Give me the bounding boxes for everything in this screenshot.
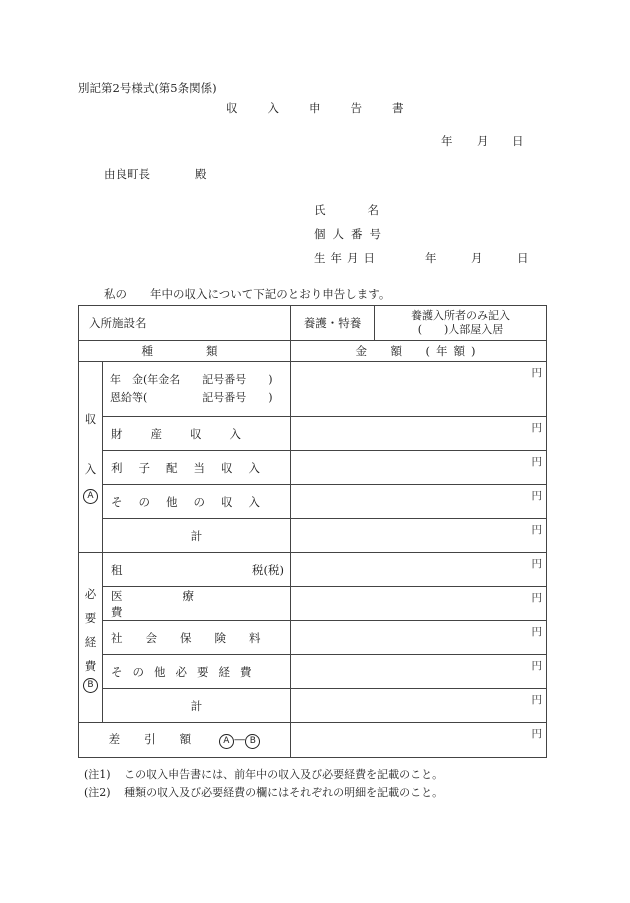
facility-name-label: 入所施設名	[79, 306, 291, 341]
date-of-birth-label: 生年月日	[314, 251, 380, 265]
difference-a-mark: A	[219, 734, 234, 749]
income-side-label	[79, 362, 103, 553]
yen-unit: 円	[531, 456, 542, 468]
difference-dash: —	[233, 732, 246, 746]
yen-unit: 円	[531, 728, 542, 740]
dob-day-unit: 日	[517, 251, 529, 265]
income-char-2: 入	[84, 461, 97, 476]
medical-text: 医療費	[111, 588, 254, 619]
expense-side-label	[79, 553, 103, 723]
expense-total-amount-cell[interactable]	[291, 689, 547, 723]
pension-amount-cell[interactable]	[291, 362, 547, 417]
note-1	[84, 766, 443, 782]
income-a-mark: A	[83, 489, 98, 504]
amount-column-header: 金 額 (年額)	[291, 341, 547, 362]
room-note-line1: 養護入所者のみ記入	[411, 309, 510, 322]
social-insurance-label	[103, 621, 291, 655]
other-expense-label	[103, 655, 291, 689]
difference-b-mark: B	[245, 734, 260, 749]
pension-line: 年 金(年金名 記号番号 )	[110, 373, 273, 386]
social-insurance-text: 社会保険料	[111, 630, 284, 645]
other-expense-text: その他必要経費	[111, 664, 262, 679]
pension-row-label	[103, 362, 291, 417]
annuity-line: 恩給等( 記号番号 )	[110, 391, 273, 404]
medical-label	[103, 587, 291, 621]
yen-unit: 円	[531, 558, 542, 570]
date-year-unit: 年	[441, 134, 453, 148]
other-income-label	[103, 485, 291, 519]
yen-unit: 円	[531, 422, 542, 434]
income-total-label: 計	[103, 519, 291, 553]
interest-dividend-label	[103, 451, 291, 485]
tax-label-left: 租	[111, 562, 123, 577]
care-type-cell: 養護・特養	[291, 306, 375, 341]
difference-amount-cell[interactable]	[291, 723, 547, 758]
kind-column-header: 種 類	[79, 341, 291, 362]
social-insurance-amount-cell[interactable]	[291, 621, 547, 655]
tax-label-right: 税(税)	[252, 562, 284, 577]
other-expense-amount-cell[interactable]	[291, 655, 547, 689]
property-income-label	[103, 417, 291, 451]
room-note-line2: ( )人部屋入居	[417, 323, 504, 336]
yen-unit: 円	[531, 694, 542, 706]
medical-amount-cell[interactable]	[291, 587, 547, 621]
declaration-prefix: 私の	[104, 287, 127, 301]
honorific: 殿	[195, 167, 207, 181]
yen-unit: 円	[531, 490, 542, 502]
date-day-unit: 日	[512, 134, 524, 148]
property-income-amount-cell[interactable]	[291, 417, 547, 451]
note-2	[84, 784, 443, 800]
expense-char-3: 経	[84, 635, 97, 649]
interest-dividend-amount-cell[interactable]	[291, 451, 547, 485]
expense-total-label: 計	[103, 689, 291, 723]
other-income-amount-cell[interactable]	[291, 485, 547, 519]
tax-label	[103, 553, 291, 587]
name-label: 氏名	[314, 203, 421, 217]
note-1-tag: (注1)	[84, 768, 111, 781]
date-month-unit: 月	[477, 134, 489, 148]
income-char-1: 収	[84, 411, 97, 426]
individual-number-label: 個人番号	[314, 227, 388, 241]
yen-unit: 円	[531, 592, 542, 604]
addressee: 由良町長	[104, 167, 150, 181]
declaration-text: 年中の収入について下記のとおり申告します。	[150, 287, 391, 301]
tax-amount-cell[interactable]	[291, 553, 547, 587]
expense-char-4: 費	[84, 659, 97, 673]
room-note-cell	[375, 306, 547, 341]
other-income-text: その他の収入	[111, 494, 276, 509]
property-income-text: 財産収入	[111, 426, 269, 441]
difference-label	[79, 723, 291, 758]
form-reference: 別記第2号様式(第5条関係)	[78, 81, 217, 95]
note-2-tag: (注2)	[84, 786, 111, 799]
document-title: 収入申告書	[226, 101, 434, 115]
dob-month-unit: 月	[471, 251, 483, 265]
income-declaration-table	[78, 305, 547, 758]
note-1-text: この収入申告書には、前年中の収入及び必要経費を記載のこと。	[124, 768, 444, 781]
interest-dividend-text: 利子配当収入	[111, 460, 276, 475]
note-2-text: 種類の収入及び必要経費の欄にはそれぞれの明細を記載のこと。	[124, 786, 444, 799]
yen-unit: 円	[531, 660, 542, 672]
difference-text: 差引額	[108, 732, 216, 746]
expense-char-1: 必	[84, 587, 97, 601]
income-total-amount-cell[interactable]	[291, 519, 547, 553]
expense-char-2: 要	[84, 611, 97, 625]
dob-year-unit: 年	[425, 251, 437, 265]
expense-b-mark: B	[83, 678, 98, 693]
yen-unit: 円	[531, 626, 542, 638]
yen-unit: 円	[531, 524, 542, 536]
yen-unit: 円	[531, 367, 542, 379]
